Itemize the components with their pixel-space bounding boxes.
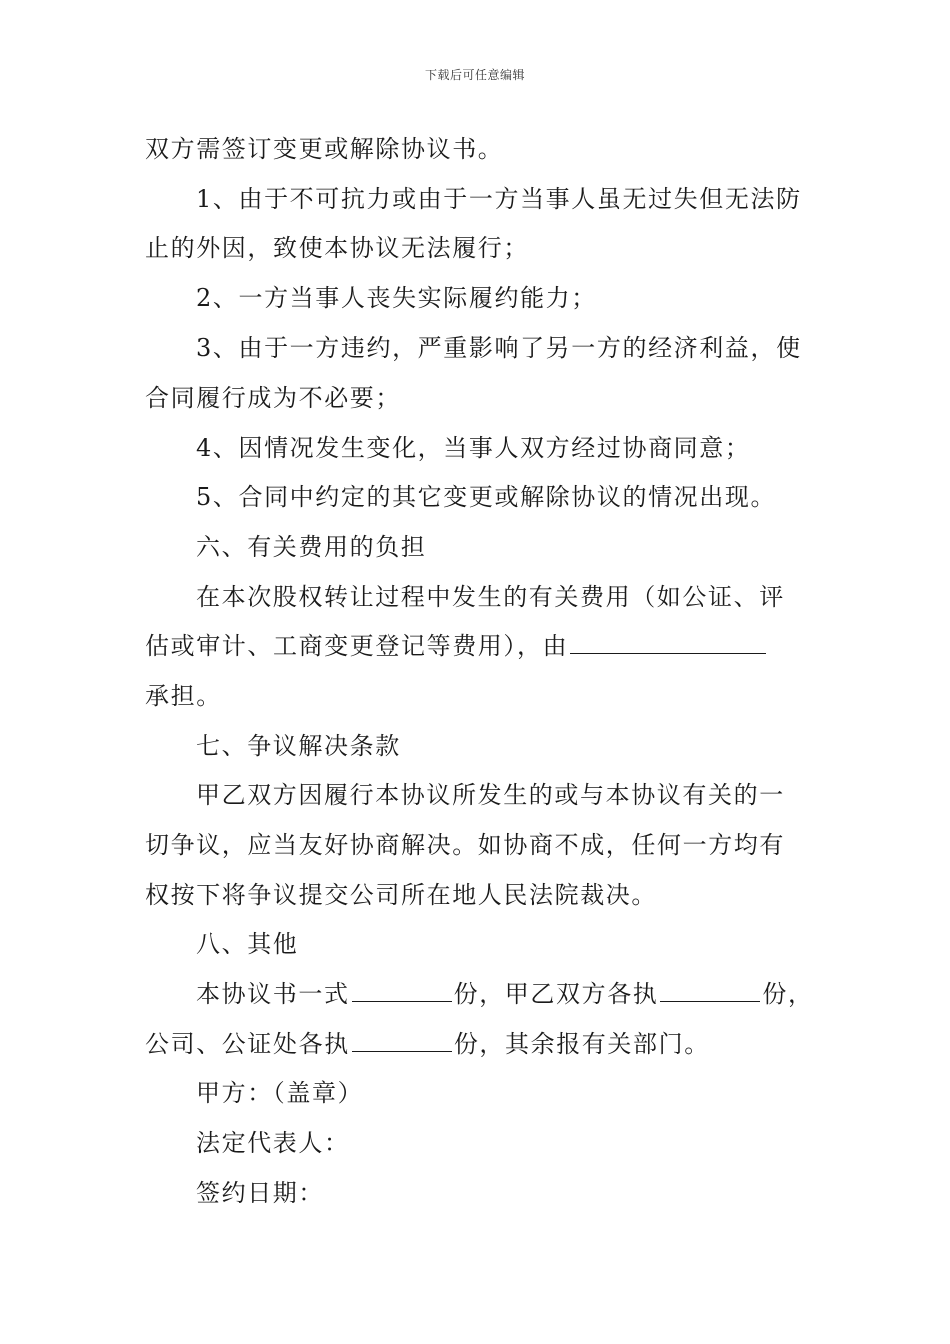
copies-line-2	[145, 1029, 710, 1059]
notary-copies-blank	[352, 1029, 452, 1052]
page-header: 下载后可任意编辑	[424, 68, 525, 82]
clause-4-line: 4、因情况发生变化，当事人双方经过协商同意；	[196, 434, 751, 462]
copies-text-5: 份，其余报有关部门。	[453, 1030, 710, 1058]
section-6-body-text: 估或审计、工商变更登记等费用），由	[145, 632, 569, 660]
legal-representative: 法定代表人：	[196, 1129, 350, 1157]
section-6-body-line-2	[145, 631, 768, 661]
clause-2-line: 2、一方当事人丧失实际履约能力；	[196, 284, 597, 312]
copies-text-4: 公司、公证处各执	[145, 1030, 350, 1058]
section-6-heading: 六、有关费用的负担	[196, 533, 427, 561]
paragraph-line: 双方需签订变更或解除协议书。	[145, 135, 504, 163]
clause-1-line: 1、由于不可抗力或由于一方当事人虽无过失但无法防	[196, 185, 802, 213]
party-a-seal: 甲方：（盖章）	[196, 1079, 364, 1107]
section-8-heading: 八、其他	[196, 930, 299, 958]
fee-bearer-blank	[570, 631, 766, 654]
copies-text-3: 份，	[762, 980, 814, 1008]
section-7-body-line-2: 切争议，应当友好协商解决。如协商不成，任何一方均有	[145, 831, 785, 859]
clause-3-continuation: 合同履行成为不必要；	[145, 384, 401, 412]
section-7-body-line-3: 权按下将争议提交公司所在地人民法院裁决。	[145, 881, 657, 909]
total-copies-blank	[352, 979, 452, 1002]
section-6-body-line-3: 承担。	[145, 682, 222, 710]
copies-text-1: 本协议书一式	[196, 980, 350, 1008]
section-7-body-line: 甲乙双方因履行本协议所发生的或与本协议有关的一	[196, 781, 785, 809]
section-7-heading: 七、争议解决条款	[196, 732, 401, 760]
party-copies-blank	[660, 979, 760, 1002]
clause-1-continuation: 止的外因，致使本协议无法履行；	[145, 234, 529, 262]
copies-line	[196, 979, 814, 1009]
clause-5-line: 5、合同中约定的其它变更或解除协议的情况出现。	[196, 483, 777, 511]
clause-3-line: 3、由于一方违约，严重影响了另一方的经济利益，使	[196, 334, 802, 362]
section-6-body-line: 在本次股权转让过程中发生的有关费用（如公证、评	[196, 583, 785, 611]
signing-date: 签约日期：	[196, 1179, 324, 1207]
copies-text-2: 份，甲乙双方各执	[453, 980, 659, 1008]
